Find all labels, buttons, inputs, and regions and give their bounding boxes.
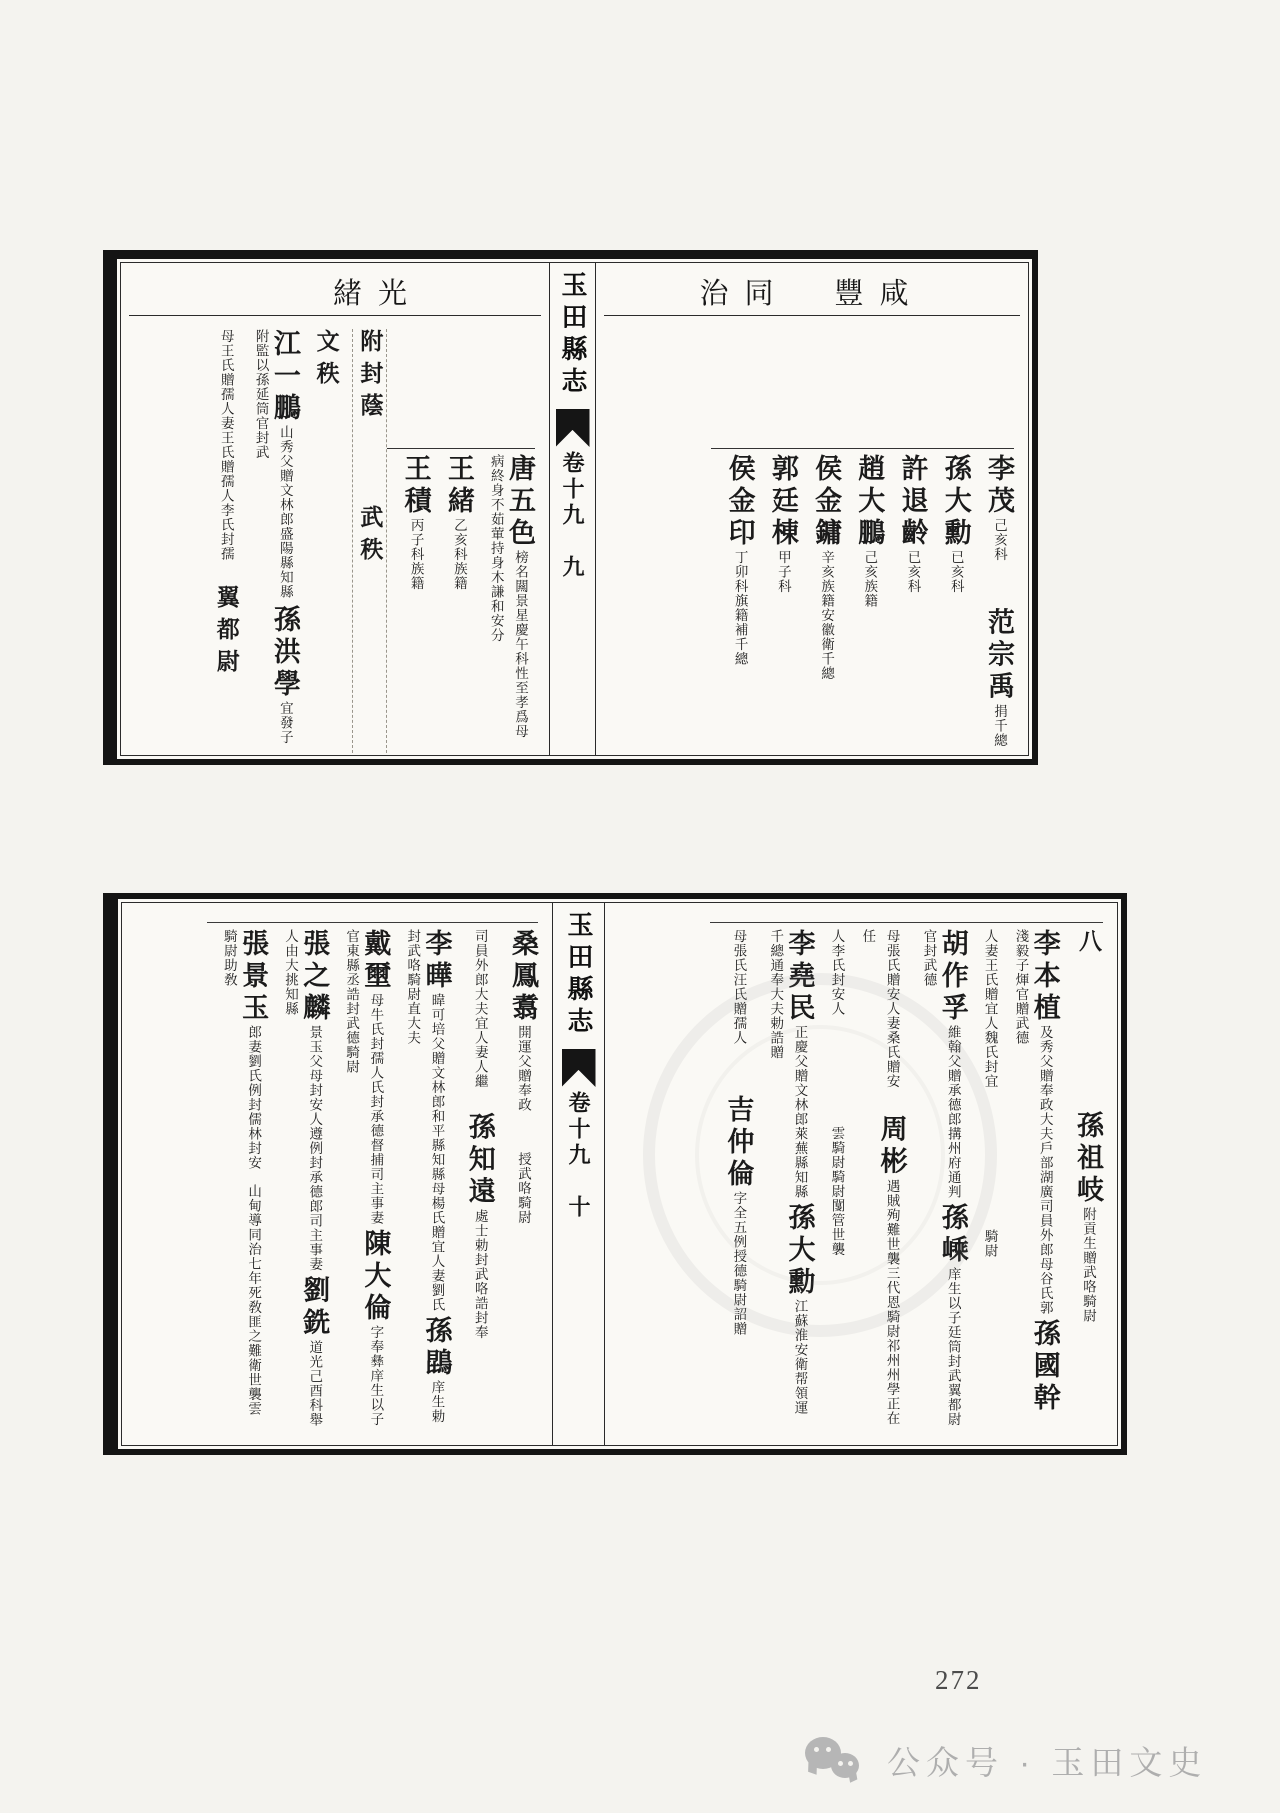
text-column <box>766 929 814 1429</box>
text-column <box>403 929 451 1429</box>
person-name: 侯金印 <box>724 454 755 550</box>
text-column <box>342 929 390 1429</box>
person-name: 劉銑 <box>299 1275 330 1340</box>
annotation: 郎妻劉氏例封儒林封安 <box>246 1025 262 1170</box>
text-column <box>941 454 971 750</box>
folio-block-bottom <box>103 893 1127 1455</box>
annotation: 已亥科 <box>948 550 964 594</box>
text-column <box>724 454 754 750</box>
era-header-xianfeng-tongzhi: 治同 豐咸 <box>604 268 1020 316</box>
annotation: 及秀父贈奉政大夫戶部湖廣司員外郎母谷氏郭 <box>1037 1025 1053 1315</box>
folio-number: 十 <box>566 1195 591 1217</box>
book-title: 玉田縣志 <box>564 911 593 1039</box>
person-name: 趙大鵬 <box>854 454 885 550</box>
annotation: 附貢生贈武咯騎尉 <box>1081 1207 1096 1323</box>
right-page-columns-bottom <box>613 908 1109 1429</box>
left-page-top-block <box>121 263 549 755</box>
watermark-footer <box>805 1735 1207 1785</box>
text-column <box>508 929 538 1429</box>
text-column <box>858 929 906 1429</box>
column-group <box>387 448 535 750</box>
right-page-top-block <box>596 263 1028 755</box>
annotation: 榜名闗景星慶午科性至孝爲母病終身不茹葷持身木謙和安分 <box>488 454 528 739</box>
text-column <box>1012 929 1060 1429</box>
annotation: 開運父贈奉政 <box>516 1025 531 1112</box>
person-name: 侯金鏞 <box>811 454 842 550</box>
person-name: 許退齡 <box>897 454 928 550</box>
text-column <box>444 454 474 750</box>
person-name: 孫大勳 <box>784 1203 815 1299</box>
annotation: 遇賊殉難世襲三代恩騎尉祁州州學正在任 <box>860 929 900 1425</box>
text-column <box>981 929 999 1429</box>
person-name: 周彬 <box>876 1114 907 1179</box>
text-column <box>352 329 388 753</box>
wechat-bubble-small <box>831 1753 859 1778</box>
section-header: 翼都尉 <box>213 585 239 681</box>
folio-block-top <box>103 250 1038 765</box>
section-header: 武秩 <box>357 505 383 569</box>
text-column <box>465 929 495 1429</box>
person-name: 孫大勳 <box>940 454 971 550</box>
fishtail-mark <box>556 409 590 447</box>
annotation: 庠生以子廷筒封武翼都尉官封武德 <box>921 929 961 1427</box>
text-column <box>400 454 430 750</box>
text-column <box>920 929 968 1429</box>
annotation: 母張氏汪氏贈孺人 <box>731 929 747 1045</box>
left-page-columns-top <box>129 316 541 753</box>
person-name: 郭廷棟 <box>767 454 798 550</box>
annotation: 庠生勅封武咯騎尉直大夫 <box>405 929 445 1424</box>
annotation: 維翰父贈承德郎搆州府通判 <box>945 1025 961 1199</box>
person-name: 胡作孚 <box>937 929 968 1025</box>
text-column <box>487 454 535 750</box>
annotation: 道光己酉科舉人由大挑知縣 <box>283 929 323 1427</box>
fishtail-mark <box>562 1049 596 1087</box>
person-name: 孫國幹 <box>1029 1319 1060 1415</box>
person-name: 李堯民 <box>784 929 815 1025</box>
column-group <box>207 922 538 1429</box>
text-column <box>897 454 927 750</box>
person-name: 桑鳳翥 <box>508 929 538 1025</box>
person-name: 孫祖岐 <box>1073 1111 1103 1207</box>
annotation: 字奉彝庠生以子官東縣丞誥封武德騎尉 <box>344 929 384 1427</box>
annotation: 乙亥科族籍 <box>451 518 467 591</box>
spine-bottom-block <box>552 903 605 1445</box>
text-column <box>768 454 798 750</box>
person-name: 孫嵊 <box>937 1203 968 1267</box>
right-page-columns-top <box>604 316 1020 750</box>
annotation: 丁卯科旗籍補千總 <box>732 550 748 666</box>
watermark-text: 公众号 · 玉田文史 <box>887 1743 1208 1781</box>
person-name: 張之麟 <box>299 929 330 1025</box>
column-group <box>710 922 1103 1429</box>
era-header-guangxu: 緒光 <box>129 268 541 316</box>
person-name: 唐五色 <box>505 454 535 550</box>
text-column <box>811 454 841 750</box>
annotation: 山甸導同治七年死敎匪之難衛世襲雲騎尉助敎 <box>221 929 262 1416</box>
annotation: 人妻王氏贈宜人魏氏封宜 <box>982 929 998 1089</box>
person-name: 孫洪學 <box>269 605 300 701</box>
person-name: 吉仲倫 <box>723 1095 754 1191</box>
text-column <box>1073 929 1103 1429</box>
person-name: 范宗禹 <box>984 607 1014 704</box>
chapter-label: 卷十九 <box>566 1091 591 1169</box>
right-page-bottom-block <box>605 903 1117 1445</box>
folio-number: 九 <box>560 555 585 577</box>
person-name: 張景玉 <box>238 929 269 1025</box>
text-column <box>220 929 268 1429</box>
book-title: 玉田縣志 <box>558 271 587 399</box>
folio-inner-frame-top <box>120 262 1029 756</box>
annotation: 暐可培父贈文林郎和平縣知縣母楊氏贈宜人妻劉氏 <box>429 993 445 1312</box>
annotation: 己亥族籍 <box>862 550 878 608</box>
left-page-bottom-block <box>122 903 552 1445</box>
section-header: 文秩 <box>313 329 339 393</box>
annotation: 淺毅子煇官贈武德 <box>1013 929 1029 1045</box>
person-name: 江一鵬 <box>269 329 300 425</box>
annotation: 江蘇淮安衛帮領運千總通奉大夫勅誥贈 <box>768 929 808 1415</box>
column-group <box>711 448 1014 750</box>
annotation: 甲子科 <box>775 550 791 594</box>
annotation: 母張氏贈安人妻桑氏贈安 <box>884 929 900 1089</box>
annotation: 已亥科 <box>905 550 921 594</box>
annotation: 丙子科族籍 <box>408 518 424 591</box>
annotation: 處士勅封武咯誥封奉 <box>472 1208 488 1339</box>
text-column <box>828 929 846 1429</box>
annotation: 母牛氏封孺人氏封承德督捕司主事妻 <box>368 993 384 1225</box>
person-name: 孫知遠 <box>464 1112 495 1209</box>
annotation: 人李氏封安人 <box>829 929 845 1016</box>
page-number: 272 <box>935 1665 982 1695</box>
annotation: 授武咯騎尉 <box>516 1152 531 1225</box>
person-name: 陳大倫 <box>360 1229 391 1325</box>
person-name: 戴壐 <box>360 929 391 993</box>
text-column <box>213 329 239 753</box>
annotation: 宜發子附監以孫延筒官封武 <box>253 329 293 745</box>
text-column <box>723 929 753 1429</box>
annotation: 景玉父母封安人遵例封承德郎司主事妻 <box>307 1025 323 1272</box>
person-name: 王積 <box>400 454 431 518</box>
text-column <box>313 329 339 753</box>
spine-top-block <box>549 263 596 755</box>
section-header: 附封蔭 <box>357 329 383 425</box>
section-header: 八 <box>1076 929 1101 961</box>
person-name: 王緒 <box>443 454 474 518</box>
annotation: 母王氏贈孺人妻王氏贈孺人李氏封孺 <box>218 329 234 561</box>
annotation: 山秀父贈文林郎盛陽縣知縣 <box>277 425 293 599</box>
left-page-columns-bottom <box>130 908 544 1429</box>
person-name: 孫鵾 <box>421 1316 452 1380</box>
annotation: 辛亥族籍安徽衛千總 <box>819 550 835 681</box>
person-name: 李曄 <box>421 929 452 993</box>
text-column <box>252 329 300 753</box>
column-group <box>200 324 387 753</box>
wechat-icon <box>805 1735 871 1785</box>
annotation: 字全五例授德騎尉詔贈 <box>731 1191 747 1336</box>
annotation: 捐千總 <box>992 703 1007 747</box>
text-column <box>854 454 884 750</box>
annotation: 己亥科 <box>992 518 1007 562</box>
person-name: 李本植 <box>1029 929 1060 1025</box>
chapter-label: 卷十九 <box>560 451 585 529</box>
person-name: 李茂 <box>984 454 1014 518</box>
text-column <box>281 929 329 1429</box>
annotation: 正慶父贈文林郎萊蕪縣知縣 <box>792 1025 808 1199</box>
folio-inner-frame-bottom <box>121 902 1118 1446</box>
annotation: 司員外郎大夫宜人妻人繼 <box>472 929 488 1089</box>
annotation: 騎尉 <box>982 1228 998 1258</box>
text-column <box>984 454 1014 750</box>
annotation: 雲騎尉騎尉闅管世襲 <box>829 1126 845 1257</box>
